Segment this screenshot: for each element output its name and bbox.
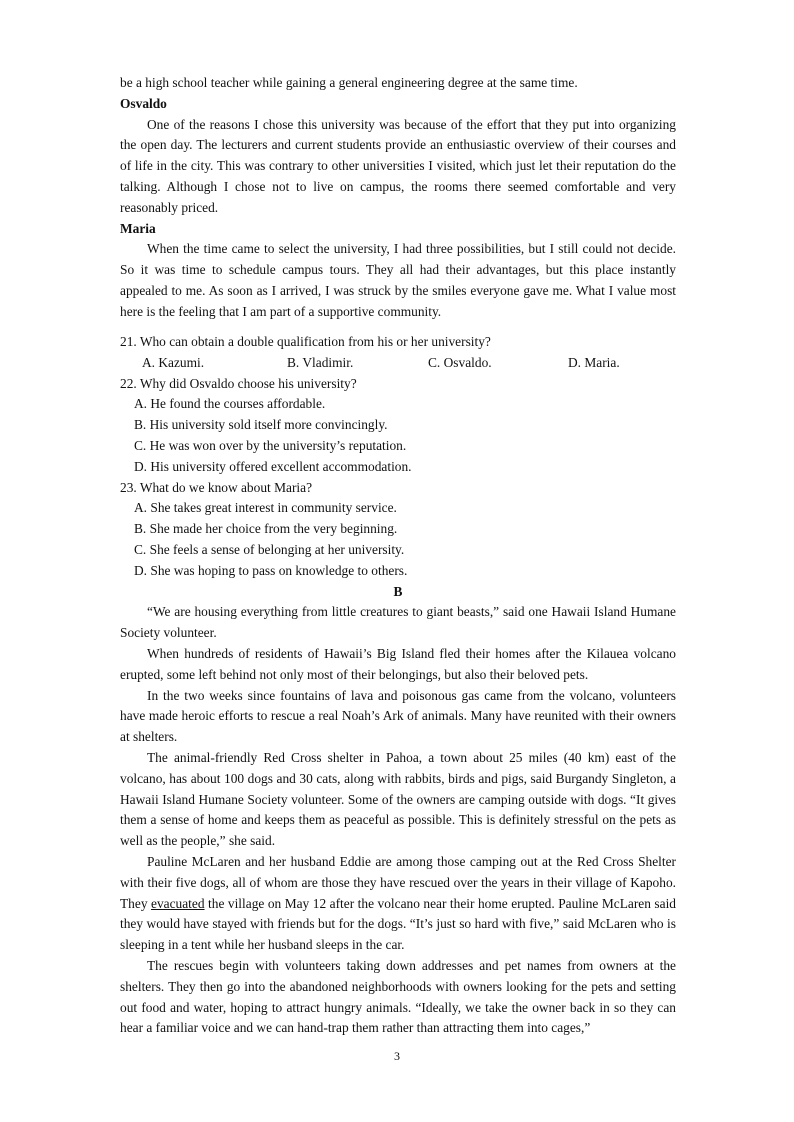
passage-b-paragraph-4: The animal-friendly Red Cross shelter in Pahoa, a town about 25 miles (40 km) east of the volcano, has about 100 dogs and 30 cats, along with rabbits, birds and pigs, said Burgandy Singleton, a Hawaii Island Humane Society volunteer. Some of the owners are camping outside with dogs. “It gives them a sense of home and keeps them as peaceful as possible. This is definitely stressful on the pets as well as the people,” she said. [120,749,676,849]
option-c: C. He was won over by the university’s reputation. [134,437,407,453]
passage-b-paragraph-2: When hundreds of residents of Hawaii’s Big Island fled their homes after the Kilauea volcano erupted, some left behind not only most of their belongings, but also their beloved pets. [120,645,676,682]
passage-b-paragraph-6: The rescues begin with volunteers taking down addresses and pet names from owners at the shelters. They then go into the abandoned neighborhoods with owners looking for the pets and setting out food and water, hoping to attract hungry animals. “Ideally, we take the owner back in so they can hear a familiar voice and we can hand-trap them rather than attracting them into cages,” [120,957,676,1036]
option-c: C. Osvaldo. [428,354,492,370]
option-d: D. She was hoping to pass on knowledge to others. [134,562,408,578]
section-b-heading: B [393,583,403,599]
questions-section [120,332,676,1039]
kazumi-closing-line: be a high school teacher while gaining a general engineering degree at the same time. [120,75,578,90]
passage-b-paragraph-1: “We are housing everything from little creatures to giant beasts,” said one Hawaii Island Humane Society volunteer. [120,604,676,641]
question-22: 22. Why did Osvaldo choose his university? [120,375,357,391]
question-21-options [120,353,676,374]
option-a: A. Kazumi. [142,354,205,370]
passage-b-paragraph-5 [120,852,676,956]
page-number: 3 [394,1049,400,1063]
option-d: D. Maria. [568,354,620,370]
osvaldo-paragraph: One of the reasons I chose this university was because of the effort that they put into organizing the open day. The lecturers and current students provide an enthusiastic overview of their courses and of life in the city. This was contrary to other universities I visited, which just let their reputation do the talking. Although I chose not to live on campus, the rooms there seemed comfortable and very reasonably priced. [120,116,676,215]
question-21: 21. Who can obtain a double qualification from his or her university? [120,334,491,349]
option-b: B. She made her choice from the very beginning. [134,521,398,537]
option-a: A. She takes great interest in community service. [134,500,397,516]
option-b: B. His university sold itself more convincingly. [134,417,388,433]
maria-paragraph: When the time came to select the university, I had three possibilities, but I still could not decide. So it was time to schedule campus tours. They all had their advantages, but this place instantly appealed to me. As soon as I arrived, I was struck by the smiles everyone gave me. What I value most here is the feeling that I am part of a supportive community. [120,241,676,319]
osvaldo-name: Osvaldo [120,95,167,111]
p5-text-after: the village on May 12 after the volcano near their home erupted. Pauline McLaren said they would have stayed with friends but for the dogs. “It’s just so hard with five,” said McLaren who is sleeping in a tent while her husband sleeps in the car. [120,895,676,953]
option-d: D. His university offered excellent accommodation. [134,458,412,474]
question-23: 23. What do we know about Maria? [120,479,313,495]
maria-name: Maria [120,220,156,236]
option-c: C. She feels a sense of belonging at her university. [134,541,405,557]
top-section [120,73,676,323]
underlined-word: evacuated [151,895,205,911]
option-a: A. He found the courses affordable. [134,396,326,412]
passage-b-paragraph-3: In the two weeks since fountains of lava and poisonous gas came from the volcano, volunteers have made heroic efforts to rescue a real Noah’s Ark of animals. Many have reunited with their owners at shelters. [120,687,676,745]
p5-text-before: Pauline McLaren and her husband Eddie are among those camping out at the Red Cross Shelter with their five dogs, all of whom are those they have rescued over the years in their village of Kapoho. They [120,853,676,911]
option-b: B. Vladimir. [287,354,354,370]
